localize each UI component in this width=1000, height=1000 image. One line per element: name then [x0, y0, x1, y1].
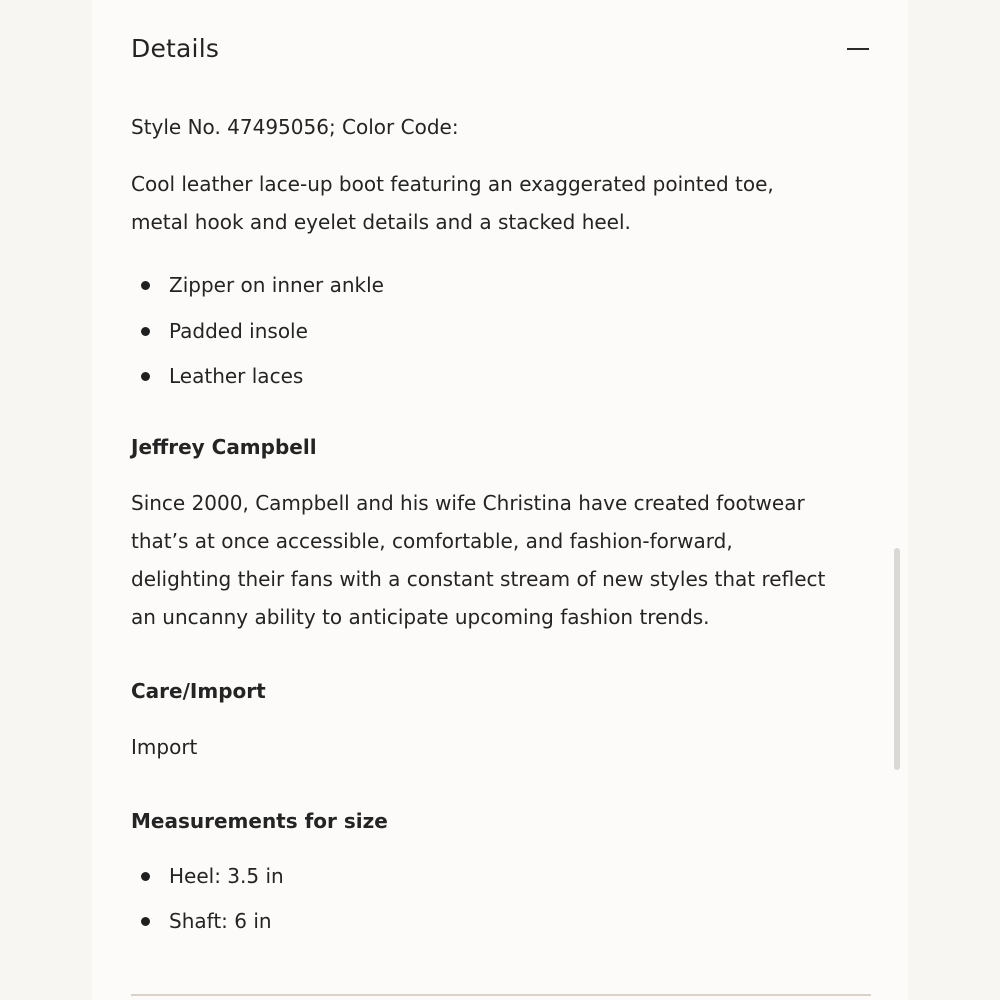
- list-item: [131, 854, 871, 900]
- list-item: [131, 354, 871, 400]
- scrollbar-thumb[interactable]: [894, 548, 900, 770]
- brand-heading: Jeffrey Campbell: [131, 434, 317, 459]
- brand-line-4: an uncanny ability to anticipate upcoming fashion trends.: [131, 604, 710, 629]
- feature-text: Padded insole: [169, 318, 308, 343]
- measurements-list: [131, 854, 871, 945]
- minus-icon[interactable]: [847, 48, 869, 50]
- details-title: Details: [131, 34, 220, 63]
- bullet-icon: [141, 917, 150, 926]
- brand-line-2: that’s at once accessible, comfortable, and fashion-forward,: [131, 528, 733, 553]
- bullet-icon: [141, 372, 150, 381]
- list-item: [131, 899, 871, 945]
- care-text: Import: [131, 734, 198, 759]
- section-divider: [131, 994, 871, 996]
- measurement-text: Shaft: 6 in: [169, 909, 272, 933]
- list-item: [131, 309, 871, 355]
- details-accordion-header[interactable]: [131, 28, 871, 72]
- measurements-heading: Measurements for size: [131, 808, 388, 833]
- style-number: Style No. 47495056; Color Code:: [131, 115, 459, 139]
- feature-list: [131, 263, 871, 400]
- brand-line-1: Since 2000, Campbell and his wife Christina have created footwear: [131, 490, 805, 515]
- care-heading: Care/Import: [131, 678, 266, 703]
- bullet-icon: [141, 872, 150, 881]
- description-line-1: Cool leather lace-up boot featuring an exaggerated pointed toe,: [131, 172, 774, 196]
- feature-text: Zipper on inner ankle: [169, 273, 384, 297]
- details-content: [131, 108, 871, 945]
- description-line-2: metal hook and eyelet details and a stacked heel.: [131, 210, 631, 234]
- feature-text: Leather laces: [169, 364, 304, 388]
- bullet-icon: [141, 327, 150, 336]
- measurement-text: Heel: 3.5 in: [169, 863, 284, 888]
- brand-line-3: delighting their fans with a constant stream of new styles that reflect: [131, 566, 826, 591]
- list-item: [131, 263, 871, 309]
- bullet-icon: [141, 281, 150, 290]
